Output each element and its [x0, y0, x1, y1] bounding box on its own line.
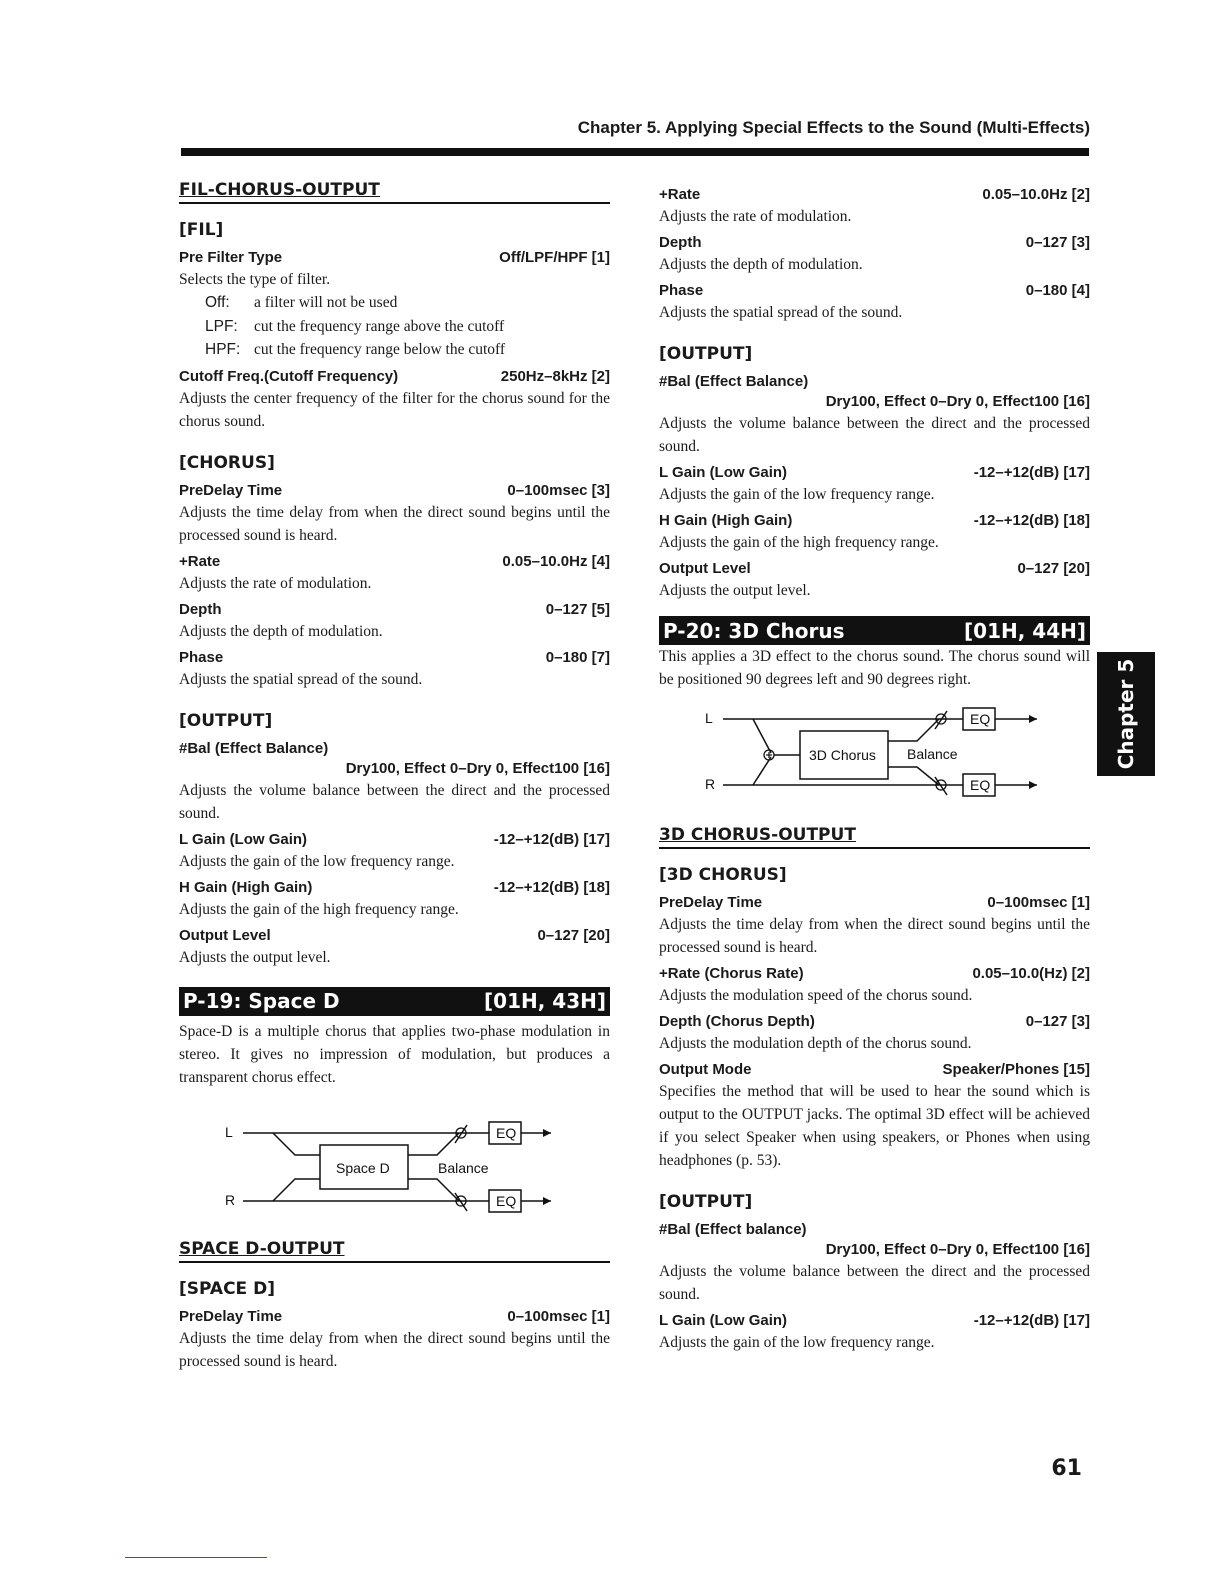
param-header [659, 964, 1090, 984]
option-text: cut the frequency range above the cutoff [254, 317, 505, 335]
param-desc: Adjusts the depth of modulation. [659, 256, 863, 273]
chapter-tab-label: Chapter 5 [1114, 658, 1138, 770]
effect-code: [01H, 44H] [964, 618, 1086, 643]
3d-chorus-diagram [659, 699, 1090, 809]
diagram-box-label: Space D [336, 1159, 390, 1176]
param-desc: Adjusts the gain of the low frequency range. [659, 1334, 935, 1351]
diagram-label-l: L [705, 710, 713, 726]
option-key: HPF: [205, 341, 241, 358]
param-header [179, 830, 610, 850]
subsection-title: [CHORUS] [179, 452, 275, 473]
param-desc: Selects the type of filter. [179, 271, 331, 288]
param-value: 0.05–10.0Hz [4] [502, 552, 610, 570]
diagram-label-l: L [225, 1123, 233, 1140]
param-desc: Adjusts the modulation speed of the chorus sound. [659, 987, 973, 1004]
effect-title: P-19: Space D [183, 989, 340, 1013]
param-desc: Adjusts the spatial spread of the sound. [179, 670, 423, 688]
param-header [179, 648, 610, 668]
diagram-label-r: R [225, 1191, 236, 1208]
param-desc: Adjusts the gain of the high frequency range. [659, 534, 939, 551]
section-heading: 3D CHORUS-OUTPUT [659, 825, 1090, 849]
param-name: Output Level [659, 560, 751, 577]
param-desc: Adjusts the rate of modulation. [179, 574, 372, 592]
param-value: 0–127 [20] [1017, 560, 1090, 577]
param-desc: Adjusts the volume balance between the direct and the processed sound. [659, 1263, 1090, 1303]
param-header [179, 552, 610, 572]
effect-title-bar [179, 987, 610, 1016]
param-value: Dry100, Effect 0–Dry 0, Effect100 [16] [825, 393, 1090, 410]
param-desc: Adjusts the time delay from when the direct sound begins until the processed sound is heard. [179, 503, 610, 544]
param-header [179, 248, 610, 268]
param-desc: Specifies the method that will be used to hear the sound which is output to the OUTPUT jacks. The optimal 3D effect will be achieved if you select Speaker when using speakers, or Phones when using headphones (p. 53). [659, 1083, 1090, 1169]
effect-title-bar [659, 616, 1090, 645]
param-header [179, 367, 610, 387]
param-desc: Adjusts the volume balance between the direct and the processed sound. [179, 781, 610, 822]
section-heading: SPACE D-OUTPUT [179, 1239, 610, 1263]
param-name: Output Mode [659, 1061, 752, 1078]
param-desc: Adjusts the output level. [659, 582, 811, 599]
option-text: a filter will not be used [254, 294, 398, 311]
param-value: 0.05–10.0(Hz) [2] [972, 965, 1090, 982]
param-value: 0–100msec [3] [507, 481, 610, 499]
option-text: cut the frequency range below the cutoff [254, 341, 506, 358]
subsection-title: [SPACE D] [179, 1278, 275, 1299]
param-value: 0–180 [7] [545, 648, 610, 666]
left-column [179, 180, 610, 1373]
param-name: Depth [659, 234, 702, 251]
diagram-balance-label: Balance [438, 1159, 489, 1176]
param-desc: Adjusts the output level. [179, 948, 331, 966]
param-value: Dry100, Effect 0–Dry 0, Effect100 [16] [345, 759, 610, 777]
param-name: Pre Filter Type [179, 249, 283, 266]
effect-title: P-20: 3D Chorus [663, 618, 845, 643]
param-value: 0–127 [3] [1025, 234, 1090, 251]
subsection-title: [OUTPUT] [659, 344, 753, 364]
param-name: L Gain (Low Gain) [179, 830, 308, 848]
param-value: 0–127 [20] [537, 926, 610, 944]
subsection-title: [OUTPUT] [179, 710, 273, 731]
diagram-eq-label: EQ [970, 711, 991, 727]
param-value: -12–+12(dB) [17] [973, 1312, 1090, 1329]
diagram-eq-label: EQ [496, 1124, 517, 1141]
param-name: Phase [179, 648, 224, 666]
param-name: +Rate [659, 186, 701, 203]
param-desc: Adjusts the gain of the low frequency range. [659, 486, 935, 503]
param-name: Depth (Chorus Depth) [659, 1013, 815, 1030]
param-value: Speaker/Phones [15] [942, 1061, 1090, 1078]
subsection-title: [3D CHORUS] [659, 865, 787, 885]
param-value: -12–+12(dB) [17] [493, 830, 610, 848]
diagram-eq-label: EQ [970, 777, 991, 793]
param-name: L Gain (Low Gain) [659, 1312, 788, 1329]
param-header [659, 511, 1090, 531]
param-desc: Adjusts the rate of modulation. [659, 208, 852, 225]
diagram-eq-label: EQ [496, 1192, 517, 1209]
effect-desc: Space-D is a multiple chorus that applies two-phase modulation in stereo. It gives no impression of modulation, but produces a transparent chorus effect. [179, 1022, 610, 1086]
space-d-diagram [179, 1103, 610, 1213]
param-name: +Rate (Chorus Rate) [659, 965, 804, 982]
param-name: Phase [659, 282, 704, 299]
param-value: 0–100msec [1] [507, 1307, 610, 1325]
param-name: Output Level [179, 926, 271, 944]
param-desc: Adjusts the time delay from when the direct sound begins until the processed sound is heard. [179, 1329, 610, 1370]
param-desc: Adjusts the spatial spread of the sound. [659, 304, 903, 321]
param-name: Cutoff Freq.(Cutoff Frequency) [179, 367, 399, 385]
param-header [179, 600, 610, 620]
effect-desc: This applies a 3D effect to the chorus sound. The chorus sound will be positioned 90 degrees left and 90 degrees right. [659, 648, 1090, 688]
param-header [659, 281, 1090, 301]
effect-code: [01H, 43H] [484, 989, 606, 1013]
param-header [179, 1307, 610, 1327]
param-name: +Rate [179, 552, 221, 570]
param-desc: Adjusts the gain of the low frequency range. [179, 852, 455, 870]
param-header [659, 1060, 1090, 1080]
page-number: 61 [1051, 1456, 1082, 1481]
param-name: #Bal (Effect Balance) [179, 739, 329, 757]
param-desc: Adjusts the depth of modulation. [179, 622, 383, 640]
param-header [179, 878, 610, 898]
diagram-label-r: R [705, 776, 716, 792]
param-name: H Gain (High Gain) [179, 878, 313, 896]
param-desc: Adjusts the time delay from when the direct sound begins until the processed sound is heard. [659, 916, 1090, 956]
section-heading: FIL-CHORUS-OUTPUT [179, 180, 610, 204]
param-name: PreDelay Time [659, 894, 763, 911]
option-key: Off: [205, 294, 230, 311]
filter-option [179, 338, 610, 362]
chapter-side-tab [1097, 652, 1155, 776]
param-value: -12–+12(dB) [18] [973, 512, 1090, 529]
subsection-title: [OUTPUT] [659, 1192, 753, 1212]
param-value: -12–+12(dB) [17] [973, 464, 1090, 481]
param-desc: Adjusts the volume balance between the direct and the processed sound. [659, 415, 1090, 455]
param-value: 0–180 [4] [1025, 282, 1090, 299]
subsection-title: [FIL] [179, 220, 224, 240]
footer-line [125, 1557, 267, 1558]
option-key: LPF: [205, 317, 238, 335]
param-value: Off/LPF/HPF [1] [499, 249, 610, 266]
param-header [659, 1311, 1090, 1331]
filter-option [179, 291, 610, 315]
param-header [659, 233, 1090, 253]
param-header [659, 1012, 1090, 1032]
header-rule [181, 148, 1089, 156]
param-value: 0–127 [5] [545, 600, 610, 618]
param-header [659, 372, 1090, 412]
filter-option [179, 315, 610, 339]
param-name: H Gain (High Gain) [659, 512, 793, 529]
param-header [179, 481, 610, 501]
param-name: Depth [179, 600, 222, 618]
diagram-balance-label: Balance [907, 746, 958, 762]
param-desc: Adjusts the modulation depth of the chorus sound. [659, 1035, 972, 1052]
param-value: -12–+12(dB) [18] [493, 878, 610, 896]
diagram-box-label: 3D Chorus [809, 747, 876, 763]
param-value: 0–127 [3] [1025, 1013, 1090, 1030]
param-header [179, 926, 610, 946]
param-name: L Gain (Low Gain) [659, 464, 788, 481]
param-header [659, 559, 1090, 579]
right-column [659, 180, 1090, 1354]
param-name: #Bal (Effect Balance) [659, 373, 809, 390]
param-value: 0.05–10.0Hz [2] [982, 186, 1090, 203]
param-name: PreDelay Time [179, 1307, 283, 1325]
param-name: #Bal (Effect balance) [659, 1221, 807, 1238]
param-header [659, 463, 1090, 483]
param-header [659, 1220, 1090, 1260]
param-value: 0–100msec [1] [987, 894, 1090, 911]
param-desc: Adjusts the center frequency of the filter for the chorus sound for the chorus sound. [179, 389, 610, 430]
param-value: Dry100, Effect 0–Dry 0, Effect100 [16] [825, 1241, 1090, 1258]
param-name: PreDelay Time [179, 481, 283, 499]
param-value: 250Hz–8kHz [2] [500, 367, 610, 385]
page-header: Chapter 5. Applying Special Effects to the Sound (Multi-Effects) [577, 118, 1090, 137]
param-header [179, 739, 610, 779]
param-header [659, 185, 1090, 205]
param-header [659, 893, 1090, 913]
param-desc: Adjusts the gain of the high frequency range. [179, 900, 459, 918]
